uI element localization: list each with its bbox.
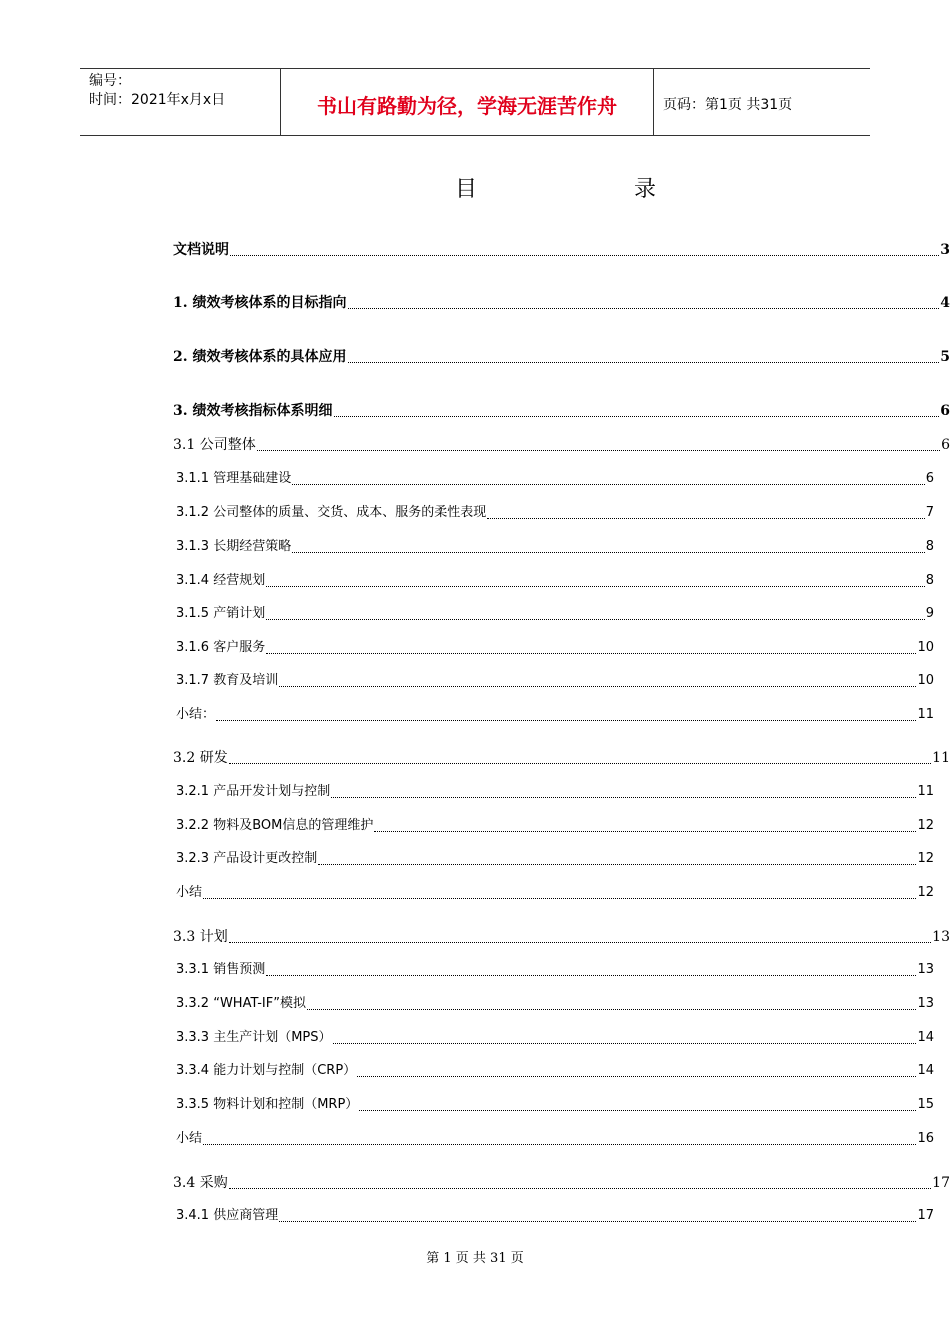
toc-dot-leader: [266, 619, 925, 620]
toc-entry-page: 5: [940, 349, 950, 365]
toc-dot-leader: [307, 1009, 917, 1010]
toc-dot-leader: [374, 831, 916, 832]
header-number-label: 编号：: [89, 73, 131, 89]
toc-entry-label: 3.1.3 长期经营策略: [176, 539, 292, 554]
page-footer: 第 1 页 共 31 页: [426, 1251, 524, 1266]
toc-entry-page: 11: [917, 707, 934, 722]
toc-dot-leader: [292, 484, 925, 485]
toc-entry-label: 3.2.2 物料及BOM信息的管理维护: [176, 818, 374, 833]
toc-dot-leader: [203, 1144, 916, 1145]
toc-dot-leader: [229, 763, 931, 764]
toc-entry-label: 3.3.5 物料计划和控制（MRP）: [176, 1097, 359, 1112]
toc-dot-leader: [229, 942, 931, 943]
toc-entry-page: 6: [941, 437, 950, 453]
toc-entry-label: 小结: [176, 885, 203, 900]
toc-dot-leader: [348, 362, 940, 363]
header-slogan: 书山有路勤为径，学海无涯苦作舟: [281, 69, 654, 135]
toc-title: [0, 172, 950, 202]
toc-entry-page: 17: [932, 1175, 950, 1191]
toc-title-char-1: 目: [455, 177, 478, 202]
toc-entry-label: 3.1.7 教育及培训: [176, 673, 279, 688]
toc-entry[interactable]: [173, 748, 950, 768]
toc-entry-label: 3.3.3 主生产计划（MPS）: [176, 1030, 332, 1045]
toc-entry-label: 3.2.1 产品开发计划与控制: [176, 784, 331, 799]
toc-entry-page: 7: [925, 505, 934, 520]
toc-entry-label: 3. 绩效考核指标体系明细: [173, 403, 333, 419]
toc-dot-leader: [487, 518, 925, 519]
document-header: [80, 68, 870, 136]
toc-entry[interactable]: [173, 401, 950, 421]
toc-dot-leader: [257, 450, 940, 451]
toc-entry-label: 1. 绩效考核体系的目标指向: [173, 295, 347, 311]
toc-entry-label: 小结: [176, 1131, 203, 1146]
toc-entry-label: 3.1.6 客户服务: [176, 640, 266, 655]
toc-entry-label: 文档说明: [173, 242, 229, 258]
toc-dot-leader: [216, 720, 916, 721]
toc-entry-page: 12: [917, 818, 934, 833]
toc-entry[interactable]: [176, 638, 934, 658]
toc-title-char-2: 录: [634, 177, 657, 202]
toc-dot-leader: [348, 308, 940, 309]
toc-entry[interactable]: [176, 960, 934, 980]
toc-dot-leader: [230, 255, 939, 256]
toc-entry[interactable]: [176, 1206, 934, 1226]
toc-entry-page: 13: [917, 996, 934, 1011]
toc-entry-label: 3.3.2 “WHAT-IF”模拟: [176, 996, 306, 1011]
toc-entry[interactable]: [176, 849, 934, 869]
toc-dot-leader: [334, 416, 940, 417]
toc-entry-page: 17: [917, 1208, 934, 1223]
toc-dot-leader: [266, 586, 925, 587]
toc-entry-label: 3.2 研发: [173, 750, 228, 766]
toc-entry[interactable]: [176, 1129, 934, 1149]
toc-entry[interactable]: [176, 1061, 934, 1081]
toc-entry-page: 10: [917, 673, 934, 688]
toc-dot-leader: [279, 1221, 916, 1222]
toc-entry-label: 3.1.2 公司整体的质量、交货、成本、服务的柔性表现: [176, 505, 487, 520]
toc-entry-page: 4: [940, 295, 950, 311]
toc-entry-page: 16: [917, 1131, 934, 1146]
toc-entry[interactable]: [176, 537, 934, 557]
toc-entry[interactable]: [176, 469, 934, 489]
toc-entry[interactable]: [173, 347, 950, 367]
toc-entry-page: 13: [932, 929, 950, 945]
toc-entry[interactable]: [173, 240, 950, 260]
toc-entry[interactable]: [176, 1095, 934, 1115]
toc-entry-page: 11: [932, 750, 950, 766]
toc-dot-leader: [229, 1188, 931, 1189]
toc-entry[interactable]: [176, 994, 934, 1014]
toc-entry-label: 3.4 采购: [173, 1175, 228, 1191]
header-meta: [80, 69, 281, 135]
toc-entry[interactable]: [176, 1028, 934, 1048]
toc-entry-page: 14: [917, 1063, 934, 1078]
toc-dot-leader: [331, 797, 916, 798]
toc-dot-leader: [292, 552, 925, 553]
toc-dot-leader: [359, 1110, 916, 1111]
toc-dot-leader: [203, 898, 916, 899]
toc-entry-page: 11: [917, 784, 934, 799]
toc-entry-label: 小结：: [176, 707, 216, 722]
toc-entry[interactable]: [176, 604, 934, 624]
toc-entry-page: 15: [917, 1097, 934, 1112]
toc-entry-label: 3.3 计划: [173, 929, 228, 945]
toc-dot-leader: [357, 1076, 916, 1077]
toc-entry[interactable]: [173, 927, 950, 947]
toc-entry-label: 3.3.1 销售预测: [176, 962, 266, 977]
toc-entry[interactable]: [173, 435, 950, 455]
toc-entry[interactable]: [176, 816, 934, 836]
toc-entry-label: 3.1 公司整体: [173, 437, 256, 453]
toc-dot-leader: [333, 1043, 917, 1044]
toc-dot-leader: [318, 864, 916, 865]
toc-entry-label: 3.4.1 供应商管理: [176, 1208, 279, 1223]
toc-entry-page: 13: [917, 962, 934, 977]
toc-entry-page: 3: [940, 242, 950, 258]
toc-entry-label: 2. 绩效考核体系的具体应用: [173, 349, 347, 365]
toc-entry-page: 12: [917, 885, 934, 900]
toc-entry[interactable]: [176, 503, 934, 523]
toc-dot-leader: [266, 975, 916, 976]
toc-entry[interactable]: [173, 293, 950, 313]
toc-entry-page: 6: [925, 471, 934, 486]
toc-entry-label: 3.2.3 产品设计更改控制: [176, 851, 318, 866]
toc-entry[interactable]: [176, 571, 934, 591]
header-date-label: 时间：2021年x月x日: [89, 92, 226, 108]
toc-entry[interactable]: [173, 1173, 950, 1193]
toc-entry-label: 3.1.1 管理基础建设: [176, 471, 292, 486]
toc-entry-page: 8: [925, 573, 934, 588]
toc-entry-page: 12: [917, 851, 934, 866]
toc-entry-page: 8: [925, 539, 934, 554]
toc-entry[interactable]: [176, 782, 934, 802]
toc-entry-page: 9: [925, 606, 934, 621]
toc-entry[interactable]: [176, 671, 934, 691]
toc-entry[interactable]: [176, 705, 934, 725]
toc-entry-page: 10: [917, 640, 934, 655]
header-page-info: 页码：第1页 共31页: [663, 97, 793, 113]
toc-entry-label: 3.3.4 能力计划与控制（CRP）: [176, 1063, 357, 1078]
toc-entry[interactable]: [176, 883, 934, 903]
toc-entry-label: 3.1.5 产销计划: [176, 606, 266, 621]
toc-dot-leader: [279, 686, 916, 687]
toc-entry-page: 14: [917, 1030, 934, 1045]
toc-dot-leader: [266, 653, 916, 654]
toc-entry-page: 6: [940, 403, 950, 419]
toc-entry-label: 3.1.4 经营规划: [176, 573, 266, 588]
